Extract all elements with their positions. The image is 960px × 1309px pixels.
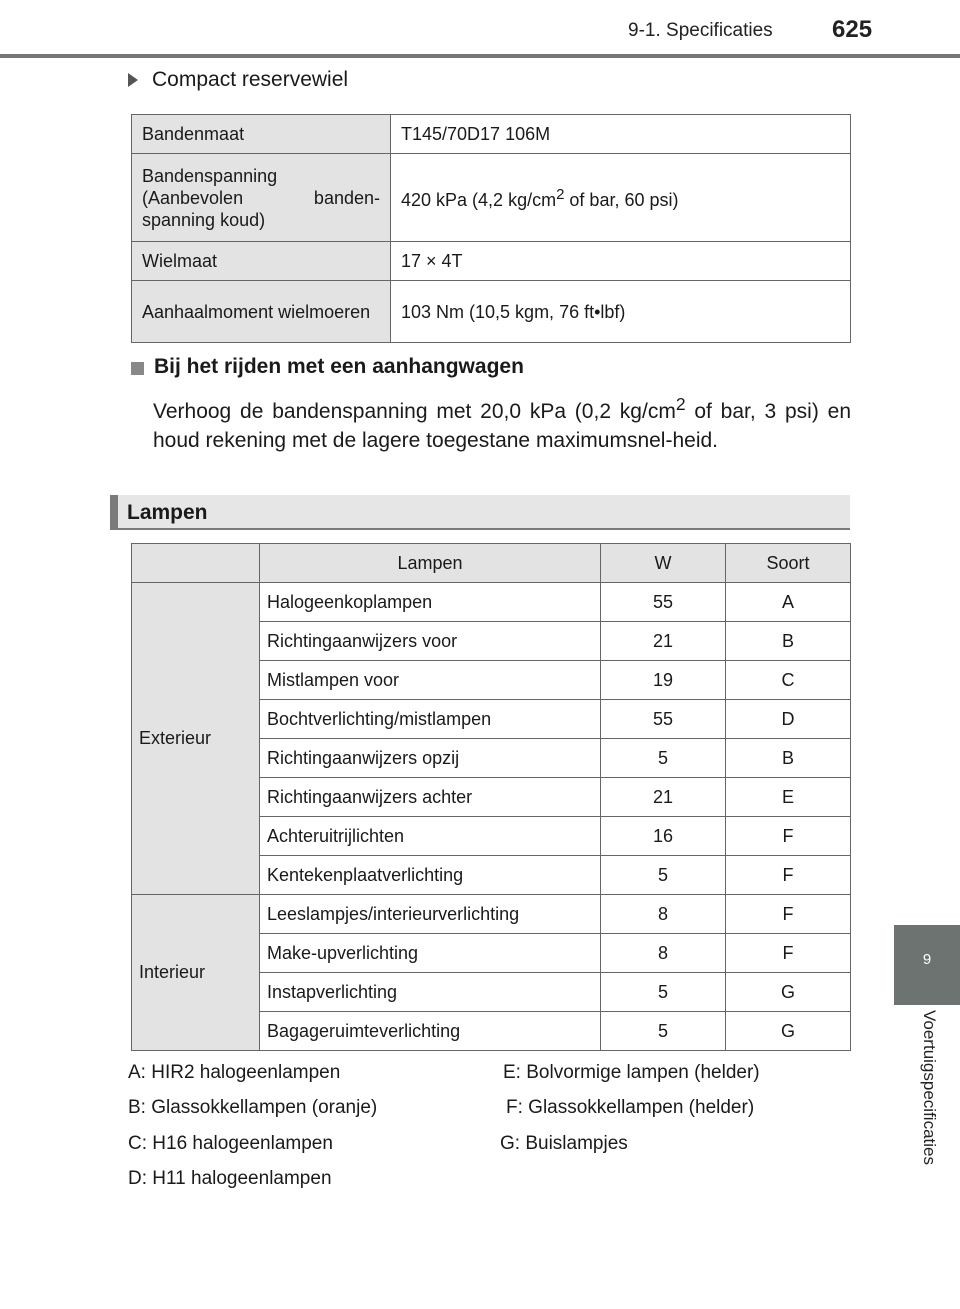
towing-heading bbox=[131, 355, 524, 379]
lamp-watt: 5 bbox=[601, 1012, 726, 1051]
spec-label: Wielmaat bbox=[132, 242, 391, 281]
group-cell: Exterieur bbox=[132, 583, 260, 895]
lamp-type: D bbox=[726, 700, 851, 739]
lamp-type: E bbox=[726, 778, 851, 817]
lamp-watt: 16 bbox=[601, 817, 726, 856]
lamp-watt: 5 bbox=[601, 973, 726, 1012]
lamp-type: G bbox=[726, 973, 851, 1012]
lamp-type: F bbox=[726, 856, 851, 895]
lamp-watt: 19 bbox=[601, 661, 726, 700]
lamp-name: Instapverlichting bbox=[260, 973, 601, 1012]
lamps-table bbox=[131, 543, 851, 1051]
lamp-watt: 55 bbox=[601, 700, 726, 739]
chapter-number: 9 bbox=[922, 951, 932, 968]
lamps-section-header bbox=[110, 495, 850, 530]
page-number: 625 bbox=[832, 16, 873, 43]
spec-value-text-after: of bar, 60 psi) bbox=[564, 190, 679, 210]
lamp-type: F bbox=[726, 895, 851, 934]
lamp-watt: 21 bbox=[601, 778, 726, 817]
lamp-name: Richtingaanwijzers voor bbox=[260, 622, 601, 661]
spec-value-text: 420 kPa (4,2 kg/cm bbox=[401, 190, 557, 210]
table-row bbox=[132, 281, 851, 343]
lamp-name: Halogeenkoplampen bbox=[260, 583, 601, 622]
table-row bbox=[132, 583, 851, 622]
lamp-name: Kentekenplaatverlichting bbox=[260, 856, 601, 895]
superscript: 2 bbox=[556, 186, 565, 203]
lamp-name: Achteruitrijlichten bbox=[260, 817, 601, 856]
table-header-row bbox=[132, 544, 851, 583]
towing-paragraph bbox=[153, 390, 851, 455]
table-row bbox=[132, 154, 851, 242]
lamp-watt: 5 bbox=[601, 856, 726, 895]
legend-item-e: E: Bolvormige lampen (helder) bbox=[503, 1062, 760, 1083]
legend-item-b: B: Glassokkellampen (oranje) bbox=[128, 1097, 378, 1118]
table-row bbox=[132, 895, 851, 934]
legend-item-c: C: H16 halogeenlampen bbox=[128, 1133, 333, 1154]
header-cell bbox=[132, 544, 260, 583]
spec-label bbox=[132, 154, 391, 242]
lamp-name: Bagageruimteverlichting bbox=[260, 1012, 601, 1051]
legend-item-a: A: HIR2 halogeenlampen bbox=[128, 1062, 341, 1083]
spec-value: T145/70D17 106M bbox=[391, 115, 851, 154]
section-underline bbox=[110, 528, 850, 530]
superscript: 2 bbox=[675, 394, 686, 414]
lamp-type: A bbox=[726, 583, 851, 622]
lamp-type: B bbox=[726, 739, 851, 778]
legend-item-g: G: Buislampjes bbox=[500, 1133, 628, 1154]
lamp-watt: 55 bbox=[601, 583, 726, 622]
lamp-name: Richtingaanwijzers opzij bbox=[260, 739, 601, 778]
spec-value: 103 Nm (10,5 kgm, 76 ft•lbf) bbox=[391, 281, 851, 343]
lamp-name: Richtingaanwijzers achter bbox=[260, 778, 601, 817]
table-row bbox=[132, 242, 851, 281]
chapter-tab[interactable] bbox=[894, 925, 960, 1005]
spec-value: 17 × 4T bbox=[391, 242, 851, 281]
group-cell: Interieur bbox=[132, 895, 260, 1051]
legend-item-f: F: Glassokkellampen (helder) bbox=[506, 1097, 755, 1118]
lamp-name: Leeslampjes/interieurverlichting bbox=[260, 895, 601, 934]
towing-text-after: of bar, 3 psi) en houd rekening met de lagere toegestane maximumsnel-heid. bbox=[153, 400, 851, 452]
lamp-name: Bochtverlichting/mistlampen bbox=[260, 700, 601, 739]
spec-label: Aanhaalmoment wielmoeren bbox=[132, 281, 391, 343]
triangle-bullet-icon bbox=[128, 73, 138, 87]
chapter-label: Voertuigspecificaties bbox=[920, 1010, 939, 1165]
spec-label: Bandenmaat bbox=[132, 115, 391, 154]
lamp-type: B bbox=[726, 622, 851, 661]
header-cell: W bbox=[601, 544, 726, 583]
header-cell: Soort bbox=[726, 544, 851, 583]
spare-wheel-title bbox=[128, 68, 348, 92]
spec-label-text: Bandenspanning (Aanbevolen banden-spanning koud) bbox=[142, 165, 380, 230]
square-bullet-icon bbox=[131, 362, 144, 375]
lamp-type: G bbox=[726, 1012, 851, 1051]
table-row bbox=[132, 115, 851, 154]
towing-text-before: Verhoog de bandenspanning met 20,0 kPa (0,2 kg/cm bbox=[153, 400, 676, 423]
lamp-watt: 8 bbox=[601, 934, 726, 973]
lamp-type: F bbox=[726, 934, 851, 973]
towing-heading-text: Bij het rijden met een aanhangwagen bbox=[154, 355, 524, 378]
lamp-name: Mistlampen voor bbox=[260, 661, 601, 700]
spare-wheel-table bbox=[131, 114, 851, 343]
spare-wheel-title-text: Compact reservewiel bbox=[152, 68, 349, 91]
lamp-name: Make-upverlichting bbox=[260, 934, 601, 973]
lamp-watt: 5 bbox=[601, 739, 726, 778]
legend-item-d: D: H11 halogeenlampen bbox=[128, 1168, 332, 1189]
lamp-type: F bbox=[726, 817, 851, 856]
header-cell: Lampen bbox=[260, 544, 601, 583]
lamps-section-title: Lampen bbox=[127, 501, 208, 524]
section-title: 9-1. Specificaties bbox=[628, 20, 773, 41]
header-divider bbox=[0, 54, 960, 58]
spec-value bbox=[391, 154, 851, 242]
lamp-type: C bbox=[726, 661, 851, 700]
lamp-watt: 21 bbox=[601, 622, 726, 661]
lamp-watt: 8 bbox=[601, 895, 726, 934]
chapter-label-container bbox=[903, 1010, 951, 1190]
